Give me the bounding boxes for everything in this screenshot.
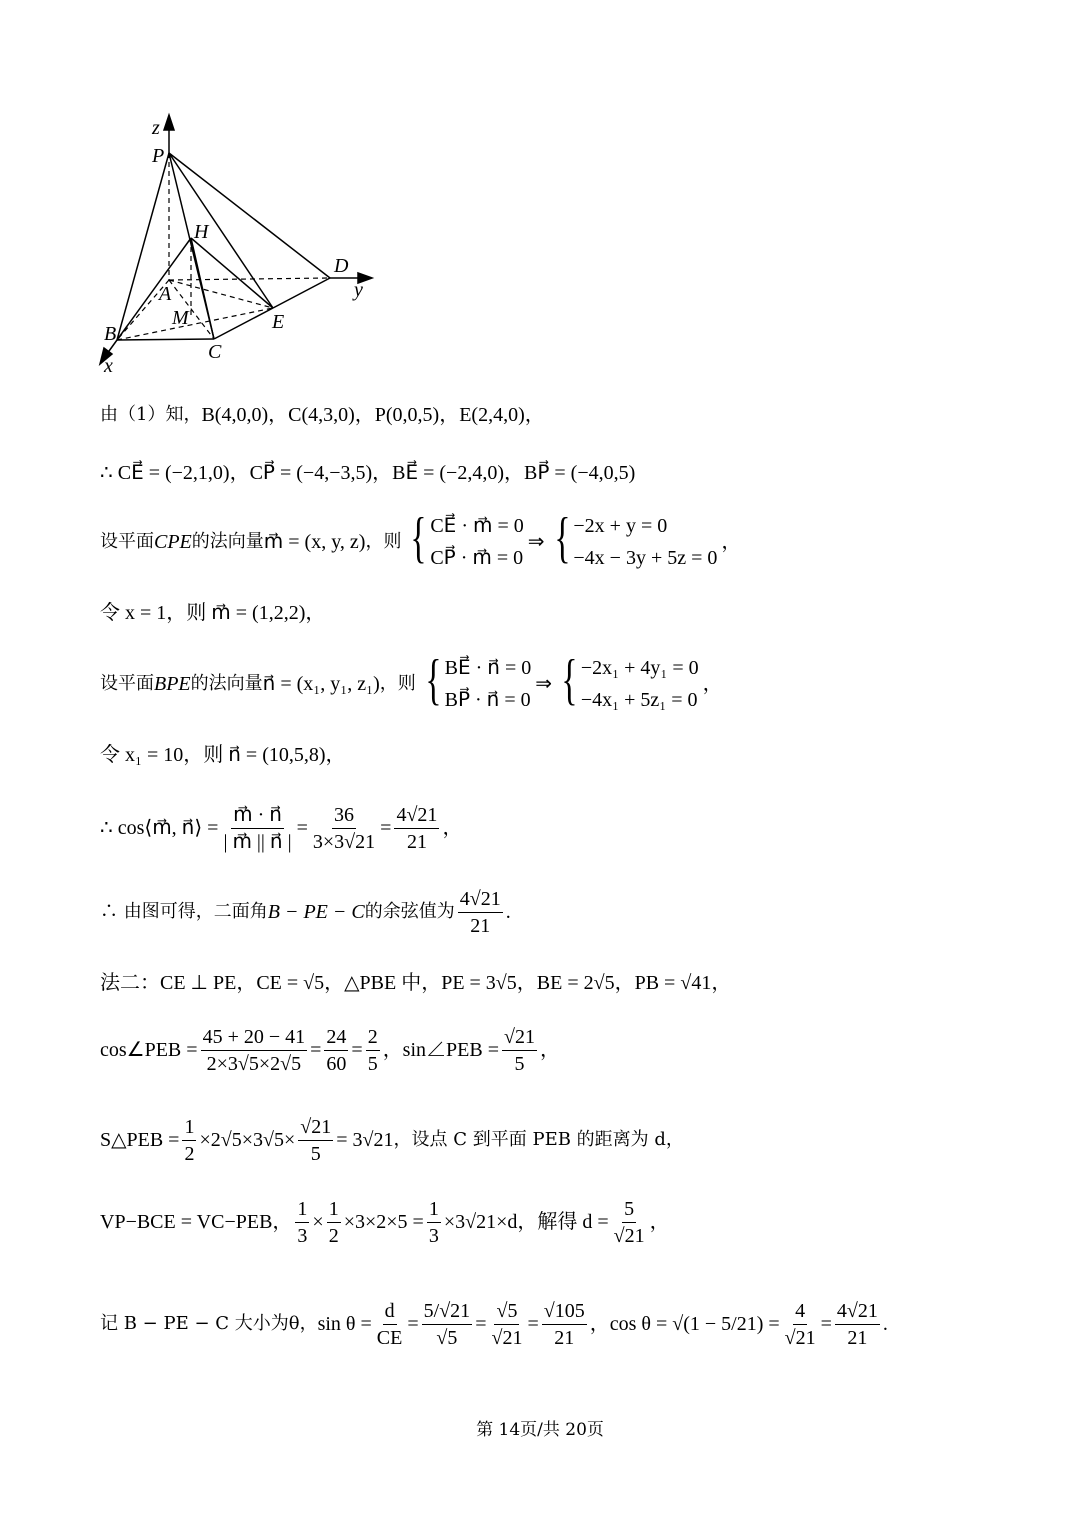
- math: = 3√21: [336, 1129, 394, 1151]
- math: 令 x = 1，则 m⃗ = (1,2,2)，: [100, 602, 326, 624]
- eq: BE⃗ · n⃗ = 0: [444, 657, 532, 679]
- math: ∴ CE⃗ = (−2,1,0)，CP⃗ = (−4,−3,5)，BE⃗ = (−2,4,0)，BP⃗ = (−4,0,5): [100, 462, 636, 484]
- fraction: $\frac{√105}{21}$: [543, 1299, 585, 1349]
- system-2: { −2x + y = 0 −4x − 3y + 5z = 0: [549, 510, 718, 574]
- page-footer: 第 14页/共 20页: [476, 1420, 604, 1440]
- label-E: E: [272, 311, 285, 333]
- label-y: y: [354, 279, 363, 301]
- line-cos-peb: cos∠PEB = $\frac{45 + 20 - 41}{2\times 3√5\times 2√5}$ = $\frac{24}{60}$ = $\frac{2}{5}$ ，sin∠PEB = $\frac{√21}{5}$ ，: [100, 1025, 560, 1075]
- fraction: $\frac{4√21}{21}$: [459, 887, 501, 937]
- label-z: z: [152, 117, 160, 139]
- math: ×2√5×3√5×: [199, 1129, 296, 1151]
- text: 设平面: [100, 531, 154, 552]
- math: VP−BCE = VC−PEB，: [100, 1211, 293, 1233]
- fraction: $\frac{4√21}{21}$: [836, 1299, 878, 1349]
- eq: −2x₁ + 4y₁ = 0: [580, 657, 699, 679]
- math: ，sin∠PEB =: [382, 1039, 499, 1061]
- eq: −2x + y = 0: [573, 515, 668, 537]
- math: sin θ =: [317, 1313, 372, 1335]
- fraction: $\frac{24}{60}$: [326, 1025, 347, 1075]
- eq: BP⃗ · n⃗ = 0: [444, 689, 531, 711]
- eq: CP⃗ · m⃗ = 0: [430, 547, 524, 569]
- system-4: { −2x₁ + 4y₁ = 0 −4x₁ + 5z₁ = 0: [556, 652, 699, 716]
- label-A: A: [159, 283, 172, 305]
- math: ×3×2×5 =: [343, 1211, 424, 1233]
- line-normal-n: 设平面 BPE 的法向量 n⃗ = (x₁, y₁, z₁) ，则 { BE⃗ · n⃗ = 0 BP⃗ · n⃗ = 0 ⇒ { −2x₁ + 4y₁ = 0 −4x₁ + 5z₁ = 0 ，: [100, 652, 723, 716]
- math: B(4,0,0)，C(4,3,0)，P(0,0,5)，E(2,4,0)，: [201, 404, 545, 426]
- line-volume: VP−BCE = VC−PEB， $\frac{1}{3}$ × $\frac{1}{2}$ ×3×2×5 = $\frac{1}{3}$ ×3√21×d，解得 d = $\frac{5}{√21}$ ，: [100, 1197, 670, 1247]
- fraction: $\frac{d}{CE}$: [376, 1299, 403, 1349]
- fraction: $\frac{√21}{5}$: [300, 1115, 332, 1165]
- text: 的余弦值为: [364, 901, 455, 922]
- math: ∴ cos⟨m⃗, n⃗⟩ =: [100, 817, 219, 839]
- math: 法二：CE ⊥ PE，CE = √5，△PBE 中，PE = 3√5，BE = 2√5，PB = √41，: [100, 972, 732, 994]
- system-1: { CE⃗ · m⃗ = 0 CP⃗ · m⃗ = 0: [405, 510, 523, 574]
- text: 记 B − PE − C 大小为θ，: [100, 1313, 318, 1334]
- line-vectors: [100, 458, 635, 488]
- math: ，cos θ = √(1 − 5/21) =: [589, 1313, 780, 1335]
- eq: −4x₁ + 5z₁ = 0: [580, 689, 698, 711]
- fraction: $\frac{2}{5}$: [367, 1025, 378, 1075]
- plane-name: CPE: [154, 531, 192, 553]
- label-P: P: [152, 145, 165, 167]
- fraction: $\frac{√21}{5}$: [504, 1025, 535, 1075]
- line-cos-mn: ∴ cos⟨m⃗, n⃗⟩ = $\frac{m⃗ \cdot n⃗}{| m⃗ || n⃗ |}$ = $\frac{36}{3\times 3√21}$ = $\frac{4√21}{21}$ ，: [100, 803, 463, 853]
- fraction: $\frac{m⃗ \cdot n⃗}{| m⃗ || n⃗ |}$: [223, 803, 292, 853]
- eq: CE⃗ · m⃗ = 0: [430, 515, 524, 537]
- plane-name: BPE: [154, 673, 191, 695]
- z-arrow: [164, 115, 174, 130]
- fraction: $\frac{4}{√21}$: [784, 1299, 816, 1349]
- text: ∴ 由图可得，二面角: [100, 901, 268, 922]
- math: B − PE − C: [267, 901, 365, 923]
- fraction: $\frac{1}{3}$: [428, 1197, 439, 1247]
- label-H: H: [194, 221, 209, 243]
- line-n-result: [100, 740, 346, 770]
- text: ，则: [379, 673, 416, 694]
- fraction: $\frac{4√21}{21}$: [396, 803, 438, 853]
- fraction: $\frac{45 + 20 - 41}{2\times 3√5\times 2√5}$: [202, 1025, 306, 1075]
- text: 由（1）知，: [100, 404, 202, 425]
- vector-m: m⃗ = (x, y, z): [263, 531, 366, 553]
- text: 的法向量: [191, 531, 264, 552]
- text: 的法向量: [190, 673, 263, 694]
- eq: −4x − 3y + 5z = 0: [573, 547, 718, 569]
- fraction: $\frac{5/√21}{√5}$: [423, 1299, 471, 1349]
- pyramid-figure: [90, 110, 390, 380]
- fraction: $\frac{√5}{√21}$: [491, 1299, 523, 1349]
- fraction: $\frac{36}{3\times 3√21}$: [312, 803, 376, 853]
- label-B: B: [104, 323, 117, 345]
- math: ×3√21×d，解得 d =: [443, 1211, 609, 1233]
- line-m-result: [100, 598, 325, 628]
- fraction: $\frac{1}{2}$: [328, 1197, 339, 1247]
- line-area: [100, 1112, 684, 1168]
- label-M: M: [172, 307, 189, 329]
- label-C: C: [208, 341, 222, 363]
- vector-n: n⃗ = (x₁, y₁, z₁): [262, 673, 380, 695]
- label-x: x: [104, 355, 113, 377]
- line-theta: 记 B − PE − C 大小为θ， sin θ = $\frac{d}{CE}$ = $\frac{5/√21}{√5}$ = $\frac{√5}{√21}$ = $\frac{√105}{21}$ ，cos θ = √(1 − 5/21) = $\frac{4}{√21}$ = $\frac{4√21}{21}$ .: [100, 1299, 888, 1349]
- text: 设平面: [100, 673, 154, 694]
- math: cos∠PEB =: [100, 1039, 198, 1061]
- math: S△PEB =: [100, 1129, 180, 1151]
- fraction: $\frac{1}{2}$: [184, 1115, 195, 1165]
- text: ，设点 C 到平面 PEB 的距离为 d，: [393, 1129, 684, 1150]
- text: ，则: [365, 531, 402, 552]
- fraction: $\frac{5}{√21}$: [613, 1197, 645, 1247]
- system-3: { BE⃗ · n⃗ = 0 BP⃗ · n⃗ = 0: [420, 652, 531, 716]
- label-D: D: [334, 255, 349, 277]
- fraction: $\frac{1}{3}$: [297, 1197, 308, 1247]
- line-normal-m: 设平面 CPE 的法向量 m⃗ = (x, y, z) ，则 { CE⃗ · m⃗ = 0 CP⃗ · m⃗ = 0 ⇒ { −2x + y = 0 −4x − 3y + 5z = 0 ，: [100, 510, 741, 574]
- line-method-2: [100, 968, 731, 998]
- line-dihedral-cos: ∴ 由图可得，二面角 B − PE − C 的余弦值为 $\frac{4√21}{21}$ .: [100, 887, 511, 937]
- math: 令 x₁ = 10，则 n⃗ = (10,5,8)，: [100, 744, 346, 766]
- line-coordinates: [100, 400, 545, 430]
